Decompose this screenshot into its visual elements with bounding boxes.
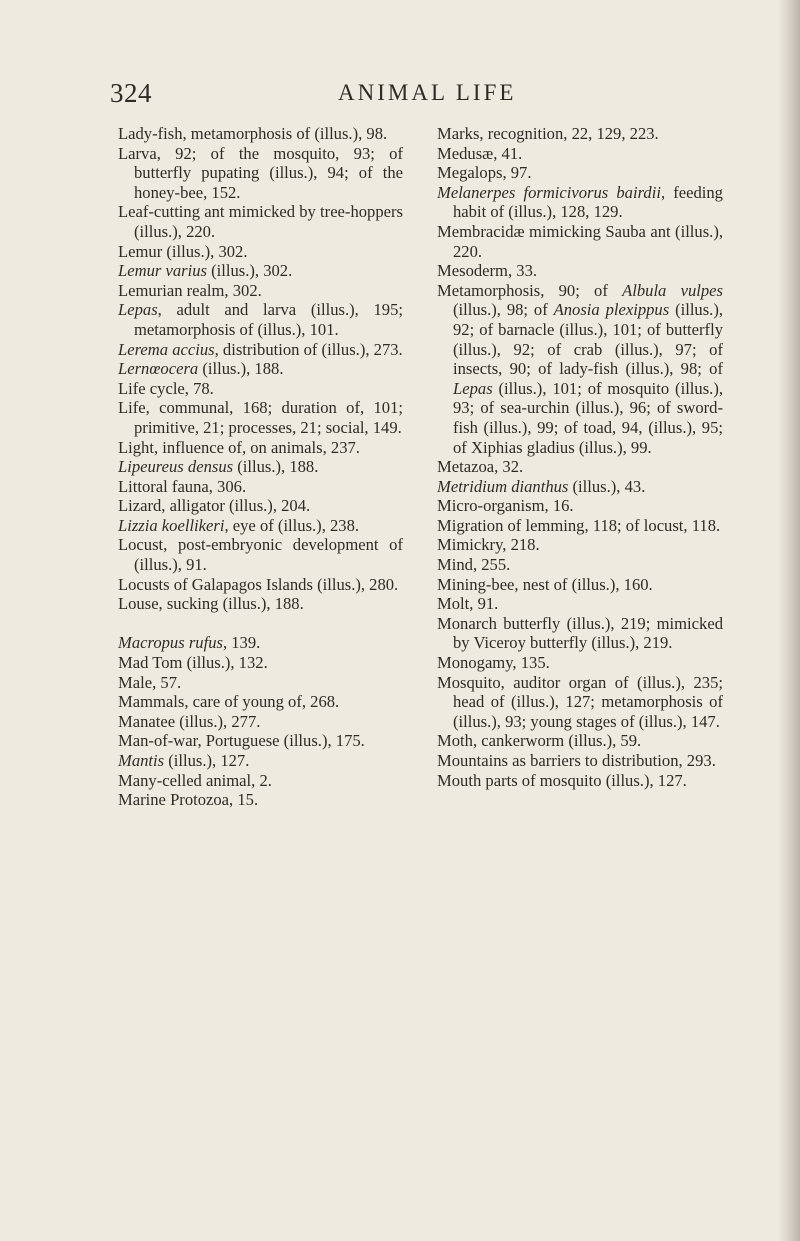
index-entry — [118, 594, 403, 614]
index-entry-text: Life cycle, 78. — [118, 378, 214, 398]
index-entry-text: Migration of lemming, 118; of locust, 118. — [437, 515, 721, 535]
page-number: 324 — [110, 78, 152, 108]
index-entry-term-italic: Anosia plexippus — [553, 300, 670, 320]
index-entry — [437, 183, 723, 222]
index-entry-text: Locusts of Galapagos Islands (illus.), 280. — [118, 574, 399, 594]
index-entry — [118, 359, 403, 379]
index-entry — [437, 731, 723, 751]
index-entry-text: Many-celled animal, 2. — [118, 770, 272, 790]
index-entry — [118, 712, 403, 732]
index-entry-text: Man-of-war, Portuguese (illus.), 175. — [118, 731, 365, 751]
index-entry — [118, 281, 403, 301]
index-entry-text: Mountains as barriers to distribution, 293. — [437, 751, 716, 770]
index-entry-text: Lemurian realm, 302. — [118, 280, 262, 300]
index-entry — [437, 281, 723, 457]
index-entry-text: (illus.), 101; of mosquito (illus.), 93; of sea-urchin (illus.), 96; of sword-fish (illus.), 99; of toad, 94, (illus.), 95; of Xiphias gladius (illus.), 99. — [453, 378, 723, 457]
index-entry-text: Locust, post-embryonic development of (illus.), 91. — [118, 535, 403, 575]
index-entry — [118, 398, 403, 437]
index-entry-text: Marine Protozoa, 15. — [118, 790, 259, 810]
index-entry-text: Monarch butterfly (illus.), 219; mimicked by Viceroy butterfly (illus.), 219. — [437, 613, 723, 653]
index-entry — [437, 516, 723, 536]
index-entry-term-italic: Lepas — [453, 378, 493, 398]
index-entry — [118, 261, 403, 281]
index-entry — [437, 575, 723, 595]
index-entry-text: Lemur (illus.), 302. — [118, 241, 248, 261]
index-entry — [437, 261, 723, 281]
index-entry — [118, 771, 403, 791]
index-entry-text: Lady-fish, metamorphosis of (illus.), 98. — [118, 124, 388, 143]
index-entry-text: Metamorphosis, 90; of — [437, 280, 623, 300]
index-entry — [118, 438, 403, 458]
index-entry-text: Membracidæ mimicking Sauba ant (illus.), 220. — [437, 221, 723, 261]
index-entry — [118, 575, 403, 595]
index-entry-text: , adult and larva (illus.), 195; metamorphosis of (illus.), 101. — [134, 300, 403, 339]
index-entry — [118, 379, 403, 399]
index-entry-text: Mind, 255. — [437, 555, 511, 575]
index-entry — [437, 163, 723, 183]
index-entry-text: Lizard, alligator (illus.), 204. — [118, 496, 311, 516]
index-entry — [118, 535, 403, 574]
index-entry-text: (illus.), 92; of barnacle (illus.), 101; of butterfly (illus.), 92; of crab (illus.), 97; of insects, 90; of lady-fish (illus.), 98; of — [453, 300, 724, 379]
index-entry-text: Leaf-cutting ant mimicked by tree-hoppers (illus.), 220. — [118, 202, 403, 241]
index-entry-text: Molt, 91. — [437, 594, 499, 614]
index-entry-text: Male, 57. — [118, 672, 182, 692]
page-edge-shadow — [778, 0, 800, 1241]
index-entry-text: (illus.), 302. — [206, 261, 293, 281]
index-entry-text: (illus.), 188. — [198, 359, 284, 379]
index-entry-text: Mimickry, 218. — [437, 535, 540, 555]
index-entry-text: , 139. — [222, 633, 261, 653]
index-entry — [437, 751, 723, 771]
index-entry-term-italic: Lemur varius — [118, 261, 207, 281]
index-entry — [437, 555, 723, 575]
index-entry-text: (illus.), 43. — [568, 476, 646, 496]
index-entry-text: , feeding habit of (illus.), 128, 129. — [453, 182, 723, 222]
index-entry — [118, 124, 403, 144]
running-head: ANIMAL LIFE — [338, 80, 517, 105]
index-entry — [118, 300, 403, 339]
index-entry — [118, 496, 403, 516]
index-entry — [118, 790, 403, 810]
index-entry-text: Manatee (illus.), 277. — [118, 711, 261, 731]
index-entry — [437, 594, 723, 614]
index-entry-text: Littoral fauna, 306. — [118, 476, 247, 496]
index-entry — [118, 340, 403, 360]
index-entry-text: Monogamy, 135. — [437, 653, 550, 673]
index-entry-text: Medusæ, 41. — [437, 143, 523, 163]
index-entry-term-italic: Lizzia koellikeri — [118, 515, 225, 535]
index-entry — [118, 751, 403, 771]
letter-section-gap — [118, 614, 403, 634]
index-entry — [437, 535, 723, 555]
index-entry — [118, 242, 403, 262]
index-entry-text: Light, influence of, on animals, 237. — [118, 437, 360, 457]
index-entry — [437, 144, 723, 164]
index-entry-text: Megalops, 97. — [437, 163, 532, 183]
index-entry — [118, 516, 403, 536]
index-entry-term-italic: Lernœocera — [118, 359, 199, 379]
index-entry-text: Larva, 92; of the mosquito, 93; of butterfly pupating (illus.), 94; of the honey-bee, 152. — [118, 143, 403, 202]
index-entry — [118, 202, 403, 241]
index-entry-text: Metazoa, 32. — [437, 457, 524, 477]
index-entry-term-italic: Macropus rufus — [118, 633, 223, 653]
index-entry-text: Mouth parts of mosquito (illus.), 127. — [437, 770, 687, 790]
index-entry — [118, 477, 403, 497]
index-entry — [437, 614, 723, 653]
index-entry-term-italic: Lipeureus densus — [118, 457, 234, 477]
index-entry-text: Mosquito, auditor organ of (illus.), 235; head of (illus.), 127; metamorphosis of (illus.), 93; young stages of (illus.), 147. — [437, 672, 723, 731]
index-entry-text: (illus.), 98; of — [453, 300, 554, 320]
index-entry — [437, 673, 723, 732]
index-entry-text: Marks, recognition, 22, 129, 223. — [437, 124, 659, 143]
index-entry-text: , eye of (illus.), 238. — [224, 515, 360, 535]
index-column-right — [437, 124, 723, 790]
index-entry-term-italic: Lepas — [118, 300, 158, 320]
index-entry — [437, 222, 723, 261]
index-entry — [118, 457, 403, 477]
index-entry-text: Life, communal, 168; duration of, 101; primitive, 21; processes, 21; social, 149. — [118, 398, 403, 437]
index-entry-text: Mining-bee, nest of (illus.), 160. — [437, 574, 653, 594]
index-entry — [437, 496, 723, 516]
index-entry-text: Louse, sucking (illus.), 188. — [118, 594, 304, 614]
index-entry-text: (illus.), 188. — [233, 457, 319, 477]
index-entry-text: Mesoderm, 33. — [437, 261, 538, 281]
index-entry-term-italic: Metridium dianthus — [437, 476, 569, 496]
index-entry — [437, 477, 723, 497]
index-entry-term-italic: Lerema accius — [118, 339, 215, 359]
index-entry — [118, 673, 403, 693]
index-entry-text: , distribution of (illus.), 273. — [214, 339, 403, 359]
index-entry-term-italic: Melanerpes formicivorus bairdii — [437, 182, 661, 202]
index-entry — [437, 124, 723, 144]
index-entry — [437, 457, 723, 477]
index-entry-term-italic: Albula vulpes — [622, 280, 723, 300]
index-entry-text: Mammals, care of young of, 268. — [118, 692, 340, 712]
index-entry-text: Mad Tom (illus.), 132. — [118, 653, 268, 673]
index-entry-term-italic: Mantis — [118, 751, 165, 770]
index-entry-text: (illus.), 127. — [164, 751, 250, 770]
index-entry — [437, 771, 723, 791]
index-entry — [118, 144, 403, 203]
page-header — [0, 78, 800, 118]
index-entry — [118, 692, 403, 712]
index-entry — [118, 731, 403, 751]
index-entry — [118, 633, 403, 653]
index-entry — [437, 653, 723, 673]
index-entry-text: Micro-organism, 16. — [437, 496, 574, 516]
index-entry-text: Moth, cankerworm (illus.), 59. — [437, 731, 642, 751]
index-entry — [118, 653, 403, 673]
index-column-left — [118, 124, 403, 810]
